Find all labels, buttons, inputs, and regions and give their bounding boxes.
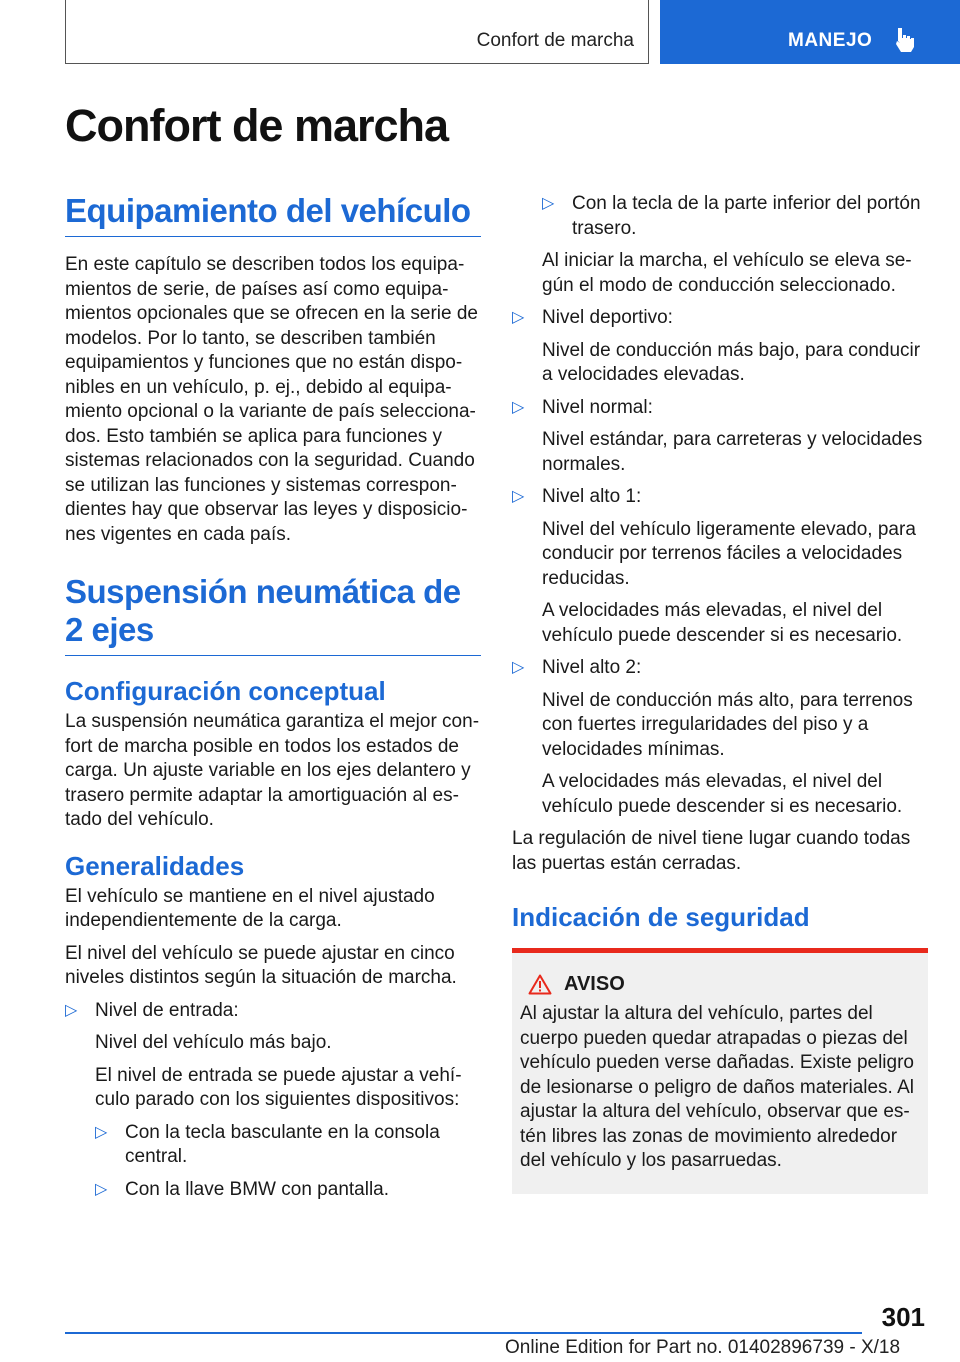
sub-item-text: Con la tecla de la parte inferior del portón trasero. xyxy=(572,193,921,239)
footer-divider xyxy=(65,1332,862,1334)
header-section-box xyxy=(65,0,649,64)
triangle-bullet-icon: ▷ xyxy=(95,1123,108,1141)
triangle-bullet-icon: ▷ xyxy=(512,398,525,416)
triangle-bullet-icon: ▷ xyxy=(512,309,525,326)
header-chapter-tab[interactable] xyxy=(660,0,960,64)
heading-suspension: Suspensión neumática de 2 ejes xyxy=(65,573,481,656)
item-title: Nivel normal: xyxy=(542,396,653,418)
paragraph-generalidades-1: El vehículo se mantiene en el nivel ajustado independientemente de la carga. xyxy=(65,885,435,931)
item-title: Nivel alto 1: xyxy=(542,486,642,507)
warning-label: AVISO xyxy=(564,973,625,995)
list-item xyxy=(65,999,481,1203)
heading-equipamiento: Equipamiento del vehículo xyxy=(65,192,481,237)
page-title: Confort de marcha xyxy=(65,100,449,151)
item-text: A velocidades más elevadas, el nivel del vehículo puede descender si es necesario. xyxy=(542,600,903,646)
item-text: El nivel de entrada se puede ajustar a vehículo parado con los siguientes dispositivos: xyxy=(95,1064,462,1110)
item-text: A velocidades más elevadas, el nivel del vehículo puede descender si es necesario. xyxy=(542,771,903,817)
sub-list-item xyxy=(95,1178,481,1203)
sub-item-text: Con la llave BMW con pantalla. xyxy=(125,1178,390,1200)
warning-triangle-icon xyxy=(528,974,552,995)
warning-box xyxy=(512,948,928,1194)
item-text: Al iniciar la marcha, el vehículo se eleva según el modo de conducción seleccionado. xyxy=(542,250,912,296)
paragraph-regulacion: La regulación de nivel tiene lugar cuando todas las puertas están cerradas. xyxy=(512,828,911,874)
item-text: Nivel de conducción más bajo, para conducir a velocidades elevadas. xyxy=(542,339,921,385)
triangle-bullet-icon: ▷ xyxy=(65,1001,78,1019)
paragraph-equipamiento: En este capítulo se describen todos los equipamientos de serie, de países así como equipamientos opcionales que se ofrecen en la serie de modelos. Por lo tanto, se describen también equipamientos y funciones que no están disponibles en un vehículo, p. ej., debido al equipamiento opcional o la variante de país seleccionados. Esto también se aplica para funciones y sistemas relacionados con la seguridad. Cuando se utilizan las funciones y sistemas correspondientes hay que observar las leyes y disposiciones vigentes en cada país. xyxy=(65,254,478,545)
triangle-bullet-icon: ▷ xyxy=(512,488,525,505)
sub-list-item xyxy=(95,1121,481,1170)
left-column xyxy=(65,192,481,1202)
item-title: Nivel alto 2: xyxy=(542,657,642,678)
triangle-bullet-icon: ▷ xyxy=(542,195,555,212)
paragraph-configuracion: La suspensión neumática garantiza el mejor confort de marcha posible en todos los estados de carga. Un ajuste variable en los ejes delantero y trasero permite adaptar la amortiguación al estado del vehículo. xyxy=(65,711,480,830)
item-text: Nivel del vehículo ligeramente elevado, para conducir por terrenos fáciles a velocidades reducidas. xyxy=(542,518,916,589)
warning-title xyxy=(520,973,920,996)
hand-pointer-icon xyxy=(894,26,916,54)
triangle-bullet-icon: ▷ xyxy=(95,1180,108,1198)
item-text: Nivel de conducción más alto, para terrenos con fuertes irregularidades del piso y a velocidades mínimas. xyxy=(542,689,913,760)
paragraph-generalidades-2: El nivel del vehículo se puede ajustar en cinco niveles distintos según la situación de marcha. xyxy=(65,942,457,988)
heading-generalidades: Generalidades xyxy=(65,850,245,881)
warning-text: Al ajustar la altura del vehículo, partes del cuerpo pueden quedar atrapadas o piezas del vehículo pueden verse dañadas. Existe peligro de lesionarse o peligro de daños materiales. Al ajustar la altura del vehículo, observar que estén libres las zonas de movimiento alrededor del vehículo y los pasarruedas. xyxy=(520,1003,914,1171)
item-text: Nivel estándar, para carreteras y velocidades normales. xyxy=(542,429,923,475)
page-number: 301 xyxy=(881,1302,925,1332)
right-column xyxy=(512,192,928,1194)
list-item xyxy=(512,656,928,819)
header-chapter-label: MANEJO xyxy=(788,30,873,51)
list-item xyxy=(512,396,928,478)
heading-configuracion: Configuración conceptual xyxy=(65,676,386,706)
triangle-bullet-icon: ▷ xyxy=(512,659,525,676)
list-item xyxy=(512,306,928,388)
list-item xyxy=(512,485,928,648)
item-text: Nivel del vehículo más bajo. xyxy=(95,1032,332,1053)
edition-note: Online Edition for Part no. 01402896739 - X/18 xyxy=(505,1337,901,1358)
header-section-title: Confort de marcha xyxy=(476,30,634,51)
heading-seguridad: Indicación de seguridad xyxy=(512,902,810,932)
item-title: Nivel deportivo: xyxy=(542,307,673,328)
sub-item-text: Con la tecla basculante en la consola central. xyxy=(125,1121,440,1167)
sub-list-item xyxy=(542,192,928,241)
item-title: Nivel de entrada: xyxy=(95,999,239,1021)
